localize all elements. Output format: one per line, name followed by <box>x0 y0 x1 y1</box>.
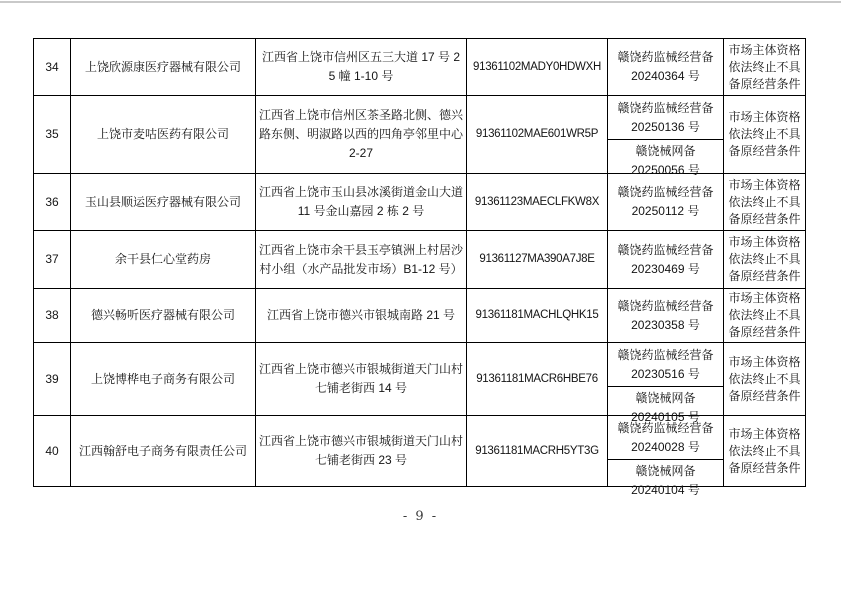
license-cell <box>608 343 724 424</box>
table-row <box>34 343 806 416</box>
license-number: 20230469 号 <box>631 261 700 276</box>
table-row <box>34 174 806 231</box>
license-entry <box>608 417 723 459</box>
license-label: 赣饶械网备 <box>635 143 696 158</box>
license-entry <box>608 344 723 386</box>
company-name: 德兴畅听医疗器械有限公司 <box>71 289 256 343</box>
license-label: 赣饶药监械经营备 <box>617 420 714 435</box>
license-number: 20240105 号 <box>631 409 700 424</box>
license-number: 20250112 号 <box>631 204 700 218</box>
company-address: 江西省上饶市玉山县冰溪街道金山大道 11 号金山嘉园 2 栋 2 号 <box>256 174 467 231</box>
license-cell <box>608 289 724 343</box>
company-address: 江西省上饶市余干县玉亭镇洲上村居沙村小组（水产品批发市场）B1-12 号） <box>256 231 467 289</box>
cancel-reason: 市场主体资格依法终止不具备原经营条件 <box>724 343 806 416</box>
company-address: 江西省上饶市德兴市银城南路 21 号 <box>256 289 467 343</box>
company-address: 江西省上饶市信州区茶圣路北侧、德兴路东侧、明淑路以西的四角亭邻里中心 2-27 <box>256 96 467 174</box>
license-label: 赣饶药监械经营备 <box>617 242 714 257</box>
credit-code: 91361102MADY0HDWXH <box>467 39 608 96</box>
license-label: 赣饶药监械经营备 <box>617 347 714 362</box>
company-address: 江西省上饶市德兴市银城街道天门山村七铺老街西 23 号 <box>256 416 467 487</box>
license-number: 20230516 号 <box>631 366 700 381</box>
page-top-edge <box>0 1 841 3</box>
license-cell <box>608 96 724 177</box>
license-entry <box>608 97 723 139</box>
license-cell <box>608 39 724 96</box>
row-number: 34 <box>34 39 71 96</box>
license-entry <box>608 459 723 502</box>
table-row <box>34 416 806 487</box>
company-name: 上饶博桦电子商务有限公司 <box>71 343 256 416</box>
cancel-reason: 市场主体资格依法终止不具备原经营条件 <box>724 39 806 96</box>
company-name: 余干县仁心堂药房 <box>71 231 256 289</box>
row-number: 40 <box>34 416 71 487</box>
company-name: 江西翰舒电子商务有限责任公司 <box>71 416 256 487</box>
license-label: 赣饶械网备 <box>635 463 696 478</box>
license-cell <box>608 416 724 497</box>
license-number: 20250136 号 <box>631 119 700 134</box>
table-row <box>34 96 806 174</box>
license-number: 20240364 号 <box>631 69 700 83</box>
company-name: 上饶欣源康医疗器械有限公司 <box>71 39 256 96</box>
license-label: 赣饶械网备 <box>635 390 696 405</box>
company-address: 江西省上饶市信州区五三大道 17 号 25 幢 1-10 号 <box>256 39 467 96</box>
cancel-reason: 市场主体资格依法终止不具备原经营条件 <box>724 174 806 231</box>
license-cell <box>608 174 724 231</box>
credit-code: 91361123MAECLFKW8X <box>467 174 608 231</box>
company-name: 玉山县顺运医疗器械有限公司 <box>71 174 256 231</box>
row-number: 38 <box>34 289 71 343</box>
license-label: 赣饶药监械经营备 <box>617 298 714 313</box>
license-entry <box>608 139 723 182</box>
row-number: 36 <box>34 174 71 231</box>
license-label: 赣饶药监械经营备 <box>617 185 714 199</box>
credit-code: 91361181MACR6HBE76 <box>467 343 608 416</box>
cancel-reason: 市场主体资格依法终止不具备原经营条件 <box>724 289 806 343</box>
cancel-reason: 市场主体资格依法终止不具备原经营条件 <box>724 96 806 174</box>
cancel-reason: 市场主体资格依法终止不具备原经营条件 <box>724 231 806 289</box>
company-name: 上饶市麦咕医药有限公司 <box>71 96 256 174</box>
license-number: 20250056 号 <box>631 162 700 177</box>
license-number: 20240104 号 <box>631 482 700 497</box>
license-cell <box>608 231 724 289</box>
license-number: 20230358 号 <box>631 317 700 332</box>
page-number: - 9 - <box>402 509 439 524</box>
credit-code: 91361127MA390A7J8E <box>467 231 608 289</box>
row-number: 37 <box>34 231 71 289</box>
table-row <box>34 231 806 289</box>
row-number: 35 <box>34 96 71 174</box>
row-number: 39 <box>34 343 71 416</box>
registry-table <box>33 38 806 497</box>
license-label: 赣饶药监械经营备 <box>617 100 714 115</box>
table-row <box>34 39 806 96</box>
license-label: 赣饶药监械经营备 <box>617 50 714 64</box>
credit-code: 91361181MACHLQHK15 <box>467 289 608 343</box>
credit-code: 91361102MAE601WR5P <box>467 96 608 174</box>
cancel-reason: 市场主体资格依法终止不具备原经营条件 <box>724 416 806 487</box>
company-address: 江西省上饶市德兴市银城街道天门山村七铺老街西 14 号 <box>256 343 467 416</box>
license-number: 20240028 号 <box>631 439 700 454</box>
credit-code: 91361181MACRH5YT3G <box>467 416 608 487</box>
table-row <box>34 289 806 343</box>
